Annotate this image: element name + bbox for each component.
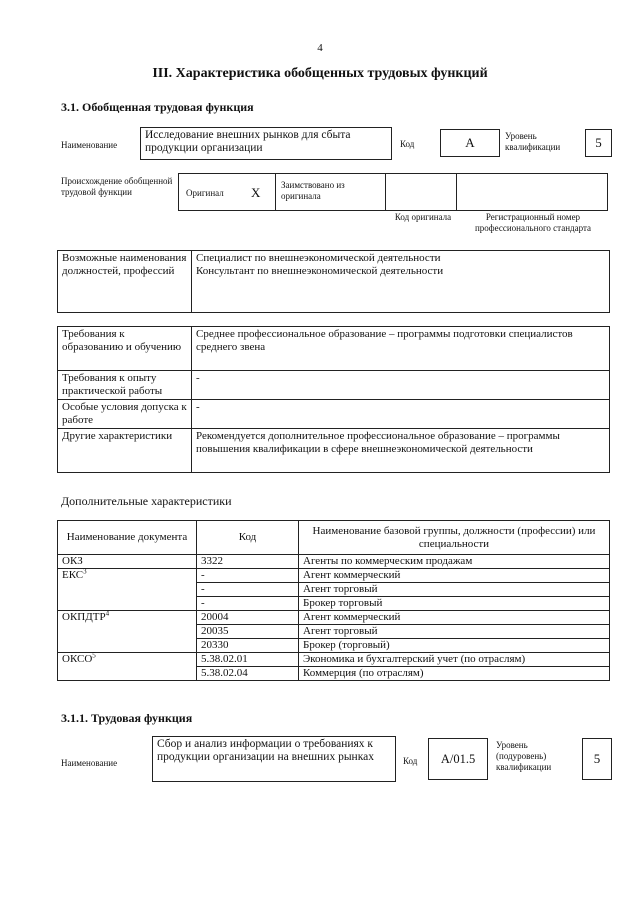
tf-name-value: Сбор и анализ информации о требованиях к продукции организации на внешних рынках bbox=[152, 736, 396, 782]
req-education-label: Требования к образованию и обучению bbox=[58, 327, 192, 371]
additional-header-name: Наименование базовой группы, должности (профессии) или специальности bbox=[299, 521, 610, 555]
table-cell-name: Агент торговый bbox=[299, 583, 610, 597]
additional-table bbox=[57, 520, 610, 681]
table-cell-name: Агент торговый bbox=[299, 625, 610, 639]
gtf-orig-code-cell bbox=[385, 173, 457, 211]
positions-label: Возможные наименования должностей, профессий bbox=[58, 251, 192, 313]
additional-title: Дополнительные характеристики bbox=[61, 494, 232, 508]
gtf-code-value: A bbox=[440, 129, 500, 157]
additional-header-doc: Наименование документа bbox=[58, 521, 197, 555]
req-education-value: Среднее профессиональное образование – программы подготовки специалистов среднего звена bbox=[192, 327, 610, 371]
table-cell-code: 20004 bbox=[197, 611, 299, 625]
requirements-table bbox=[57, 326, 610, 473]
gtf-code-label: Код bbox=[400, 139, 415, 149]
table-cell-code: 20330 bbox=[197, 639, 299, 653]
tf-heading: 3.1.1. Трудовая функция bbox=[61, 711, 193, 725]
tf-code-value: A/01.5 bbox=[428, 738, 488, 780]
req-conditions-value: - bbox=[192, 400, 610, 429]
footnote-mark: 3 bbox=[83, 567, 87, 576]
footnote-mark: 4 bbox=[105, 609, 110, 618]
table-cell-code: 5.38.02.04 bbox=[197, 667, 299, 681]
table-cell-name: Экономика и бухгалтерский учет (по отраслям) bbox=[299, 653, 610, 667]
tf-name-label: Наименование bbox=[61, 758, 118, 768]
position-item: Консультант по внешнеэкономической деятельности bbox=[196, 264, 444, 277]
gtf-origin-label: Происхождение обобщенной трудовой функции bbox=[61, 176, 173, 197]
gtf-origin-row bbox=[178, 173, 608, 211]
table-cell-name: Агенты по коммерческим продажам bbox=[299, 555, 610, 569]
gtf-orig-code-caption: Код оригинала bbox=[394, 212, 452, 222]
req-experience-value: - bbox=[192, 371, 610, 400]
gtf-original-mark: X bbox=[251, 185, 261, 200]
table-cell-code: 20035 bbox=[197, 625, 299, 639]
table-cell-name: Агент коммерческий bbox=[299, 569, 610, 583]
position-item: Специалист по внешнеэкономической деятельности bbox=[196, 252, 441, 264]
page-number: 4 bbox=[317, 42, 323, 54]
table-cell-name: Брокер (торговый) bbox=[299, 639, 610, 653]
gtf-name-value: Исследование внешних рынков для сбыта продукции организации bbox=[140, 127, 392, 160]
gtf-level-value: 5 bbox=[585, 129, 612, 157]
req-other-value: Рекомендуется дополнительное профессиональное образование – программы повышения квалификации в сфере внешнеэкономической деятельности bbox=[192, 429, 610, 473]
positions-values bbox=[192, 251, 610, 313]
additional-doc-eks: ЕКС$^3$ bbox=[58, 569, 197, 611]
gtf-original-label: Оригинал bbox=[186, 188, 224, 198]
req-other-label: Другие характеристики bbox=[58, 429, 192, 473]
table-cell-name: Коммерция (по отраслям) bbox=[299, 667, 610, 681]
gtf-borrowed-label: Заимствовано из оригинала bbox=[281, 180, 345, 201]
gtf-borrowed-cell bbox=[275, 173, 386, 211]
gtf-reg-number-caption: Регистрационный номер профессионального стандарта bbox=[474, 212, 592, 233]
table-cell-code: 3322 bbox=[197, 555, 299, 569]
table-cell-name: Брокер торговый bbox=[299, 597, 610, 611]
tf-level-value: 5 bbox=[582, 738, 612, 780]
section-title: III. Характеристика обобщенных трудовых функций bbox=[152, 66, 488, 81]
gtf-heading: 3.1. Обобщенная трудовая функция bbox=[61, 100, 254, 114]
table-cell-code: - bbox=[197, 583, 299, 597]
gtf-level-label: Уровень квалификации bbox=[505, 131, 561, 152]
gtf-name-label: Наименование bbox=[61, 140, 118, 150]
table-cell-code: - bbox=[197, 597, 299, 611]
footnote-mark: 5 bbox=[92, 651, 96, 660]
tf-code-label: Код bbox=[403, 756, 418, 766]
positions-table bbox=[57, 250, 610, 313]
tf-level-label: Уровень (подуровень) квалификации bbox=[496, 740, 552, 772]
table-cell-name: Агент коммерческий bbox=[299, 611, 610, 625]
gtf-reg-number-cell bbox=[456, 173, 608, 211]
additional-doc-okpdtr: ОКПДТР$^4$ bbox=[58, 611, 197, 653]
additional-header-code: Код bbox=[197, 521, 299, 555]
table-cell-code: 5.38.02.01 bbox=[197, 653, 299, 667]
req-conditions-label: Особые условия допуска к работе bbox=[58, 400, 192, 429]
req-experience-label: Требования к опыту практической работы bbox=[58, 371, 192, 400]
table-cell-code: - bbox=[197, 569, 299, 583]
additional-doc-okz: ОКЗ bbox=[58, 555, 197, 569]
gtf-original-cell bbox=[178, 173, 276, 211]
additional-doc-okso: ОКСО$^5$ bbox=[58, 653, 197, 681]
